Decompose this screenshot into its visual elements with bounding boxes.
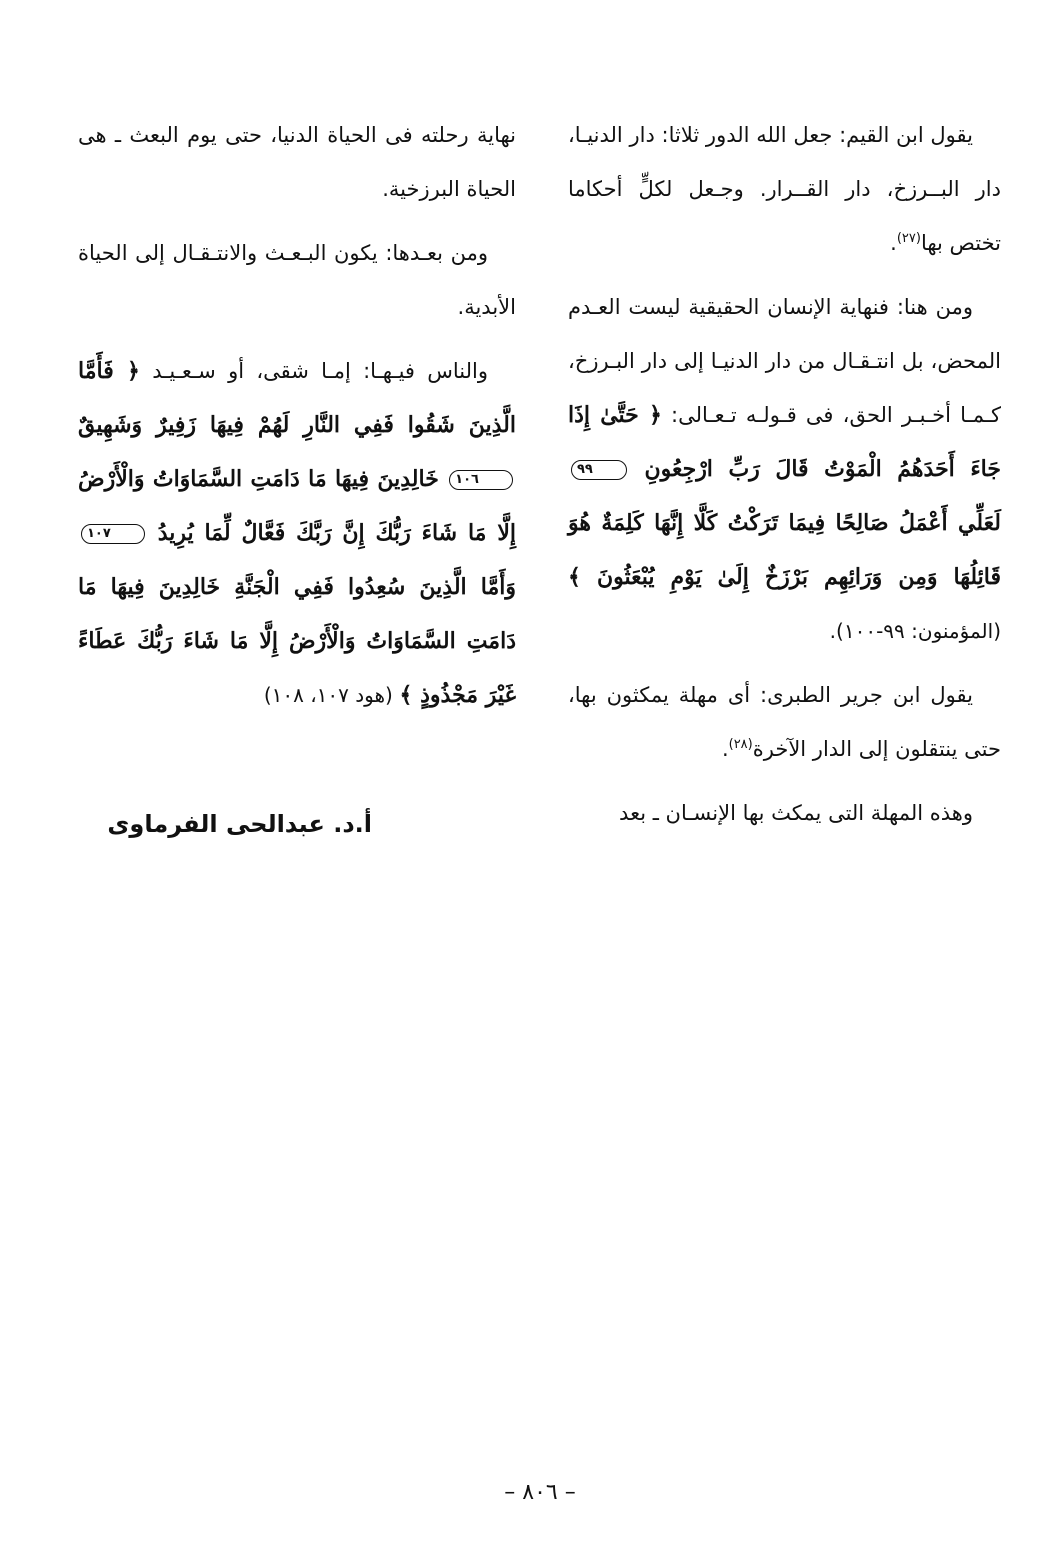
right-column: [568, 108, 1001, 850]
quran-verse: خَالِدِينَ فِيهَا مَا دَامَتِ السَّمَاوَاتُ وَالْأَرْضُ إِلَّا مَا شَاءَ رَبُّكَ إِنَّ رَبَّكَ فَعَّالٌ لِّمَا يُرِيدُ: [78, 466, 516, 546]
verse-reference: (المؤمنون: ٩٩-١٠٠).: [829, 619, 1001, 643]
paragraph-text: وهذه المهلة التى يمكث بها الإنسـان ـ بعد: [619, 801, 973, 825]
paragraph-barzakh: [568, 280, 1001, 658]
paragraph-text: ومن هنا: فنهاية الإنسان الحقيقية ليست العـدم المحض، بل انتـقـال من دار الدنيـا إلى دار البـرزخ، كـمـا أخـبـر الحق، فى قـولـه تـعـالى:: [568, 295, 1002, 427]
paragraph-continuation: [78, 108, 516, 216]
quran-verse: لَعَلِّي أَعْمَلُ صَالِحًا فِيمَا تَرَكْتُ كَلَّا إِنَّهَا كَلِمَةٌ هُوَ قَائِلُهَا وَمِن وَرَائِهِم بَرْزَخٌ إِلَىٰ يَوْمِ يُبْعَثُونَ ﴾: [568, 510, 1001, 590]
quran-verse: ﴿ فَأَمَّا الَّذِينَ شَقُوا فَفِي النَّارِ لَهُمْ فِيهَا زَفِيرٌ وَشَهِيقٌ: [78, 358, 516, 438]
verse-reference: (هود ١٠٧، ١٠٨): [263, 683, 393, 707]
ayah-number-marker: ١٠٧: [81, 524, 145, 544]
left-column: [78, 108, 516, 732]
paragraph-end: .: [721, 737, 729, 761]
paragraph-ibn-jarir: [568, 668, 1001, 776]
footnote-marker: (٢٨): [728, 737, 753, 752]
footnote-marker: (٢٧): [896, 231, 921, 246]
paragraph-text: ومن بعـدها: يكون البـعـث والانتـقـال إلى الحياة الأبدية.: [78, 241, 516, 319]
ayah-number-marker: ٩٩: [571, 460, 627, 480]
paragraph-text: نهاية رحلته فى الحياة الدنيا، حتى يوم البعث ـ هى الحياة البرزخية.: [78, 123, 516, 201]
author-signature: أ.د. عبدالحى الفرماوى: [107, 810, 372, 838]
paragraph-muhla: [568, 786, 1001, 840]
paragraph-text: يقول ابن القيم: جعل الله الدور ثلاثا: دار الدنيـا، دار البــرزخ، دار القــرار. وجـعل لكلٍّ أحكاما تختص بها: [568, 123, 1001, 255]
ayah-number-marker: ١٠٦: [449, 470, 513, 490]
paragraph-text: والناس فيـهـا: إمـا شقى، أو سـعـيـد: [152, 359, 488, 383]
paragraph-text: يقول ابن جرير الطبرى: أى مهلة يمكثون بها، حتى ينتقلون إلى الدار الآخرة: [568, 683, 1001, 761]
paragraph-end: .: [890, 231, 897, 255]
page-number: – ٨٠٦ –: [504, 1480, 576, 1505]
paragraph-ibn-qayyim: [568, 108, 1001, 270]
quran-verse: ﴿ حَتَّىٰ إِذَا جَاءَ أَحَدَهُمُ الْمَوْتُ قَالَ رَبِّ ارْجِعُونِ: [568, 402, 1001, 482]
paragraph-resurrection: [78, 226, 516, 334]
paragraph-people: [78, 344, 516, 722]
quran-verse: وَأَمَّا الَّذِينَ سُعِدُوا فَفِي الْجَنَّةِ خَالِدِينَ فِيهَا مَا دَامَتِ السَّمَاوَاتُ وَالْأَرْضُ إِلَّا مَا شَاءَ رَبُّكَ عَطَاءً غَيْرَ مَجْذُوذٍ ﴾: [78, 574, 516, 708]
